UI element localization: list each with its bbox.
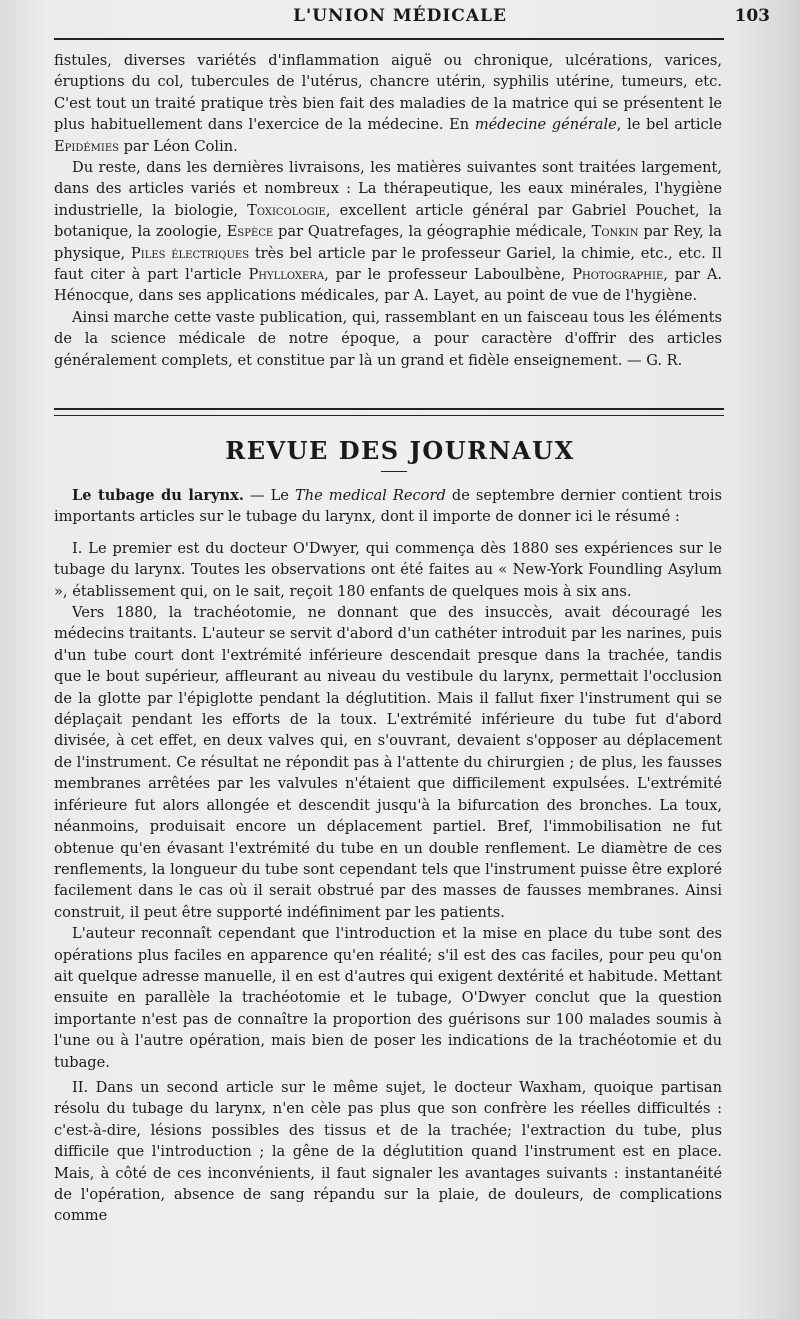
- text-run: par Léon Colin.: [119, 137, 238, 155]
- article-paragraph-auteur: L'auteur reconnaît cependant que l'introduction et la mise en place du tube sont des opérations plus faciles en apparence qu'en réalité; s'il est des cas faciles, pour peu qu'on ait quelque adresse manuelle, il en est d'autres qui exigent dextérité et habitude. Mettant ensuite en parallèle la trachéotomie et le tubage, O'Dwyer conclut que la question importante n'est pas de connaître la proportion des guérisons sur 100 malades soumis à l'une ou à l'autre opération, mais bien de poser les indications de la trachéotomie et du tubage.: [54, 925, 722, 1071]
- text-run: Du reste, dans les dernières livraisons, les matières suivantes sont traitées largement, dans des articles variés et nombreux : La thérapeutique, les eaux minérales, l'hygiène industrielle, la biologie,: [54, 159, 722, 219]
- text-run: , le bel article: [616, 116, 722, 134]
- small-caps-run: Photographie: [572, 266, 664, 284]
- intro-text: [54, 50, 722, 371]
- text-run: par Rey, la physique,: [54, 223, 722, 262]
- page-number: 103: [734, 6, 770, 26]
- text-run: fistules, diverses variétés d'inflammation aiguë ou chronique, ulcérations, varices, éruptions du col, tubercules de l'utérus, chancre utérin, syphilis utérine, tumeurs, etc. C'est tout un traité pratique très bien fait des maladies de la matrice qui se présentent le plus habituellement dans l'exercice de la médecine. En: [54, 52, 722, 134]
- section-divider: [54, 408, 724, 416]
- article-paragraph-ii: II. Dans un second article sur le même sujet, le docteur Waxham, quoique partisan résolu du tubage du larynx, n'en cèle pas plus que son confrère les réelles difficultés : c'est-à-dire, lésions possibles des tissus et de la trachée; l'extraction du tube, plus difficile que l'introduction ; la gêne de la déglutition quand l'instrument est en place. Mais, à côté de ces inconvénients, il faut signaler les avantages suivants : instantanéité de l'opération, absence de sang répandu sur la plaie, de douleurs, de complications comme: [54, 1078, 722, 1225]
- small-caps-run: Espèce: [226, 223, 274, 241]
- article-paragraph-i: I. Le premier est du docteur O'Dwyer, qui commença dès 1880 ses expériences sur le tubage du larynx. Toutes les observations ont été faites au « New-York Foundling Asylum », établissement qui, on le sait, reçoit 180 enfants de quelques mois à six ans.: [54, 539, 722, 600]
- header-rule: [54, 38, 724, 40]
- text-run: très bel article par le professeur Gariel, la chimie, etc., etc. Il faut citer à part l'article: [54, 244, 722, 284]
- article-title: Le tubage du larynx.: [72, 487, 244, 504]
- small-caps-run: Toxicologie: [247, 201, 326, 219]
- italic-run: The medical Record: [294, 487, 446, 504]
- article-lead: [54, 485, 722, 528]
- page-header: [0, 6, 800, 32]
- text-run: de septembre dernier contient trois importants articles sur le tubage du larynx, dont il importe de donner ici le résumé :: [54, 487, 722, 526]
- small-caps-run: Piles électriques: [130, 244, 250, 262]
- intro-paragraph-2: [54, 157, 722, 307]
- text-run: — Le: [243, 487, 295, 504]
- intro-paragraph-3: Ainsi marche cette vaste publication, qui, rassemblant en un faisceau tous les éléments de la science médicale de notre époque, a pour caractère d'offrir des articles généralement complets, et constitue par là un grand et fidèle enseignement. — G. R.: [54, 308, 722, 369]
- small-caps-run: Phylloxera: [248, 266, 325, 284]
- text-run: , par A. Hénocque, dans ses applications médicales, par A. Layet, au point de vue de l'hygiène.: [54, 266, 723, 305]
- text-run: , par le professeur Laboulbène,: [324, 266, 573, 284]
- title-underline: [381, 471, 407, 472]
- italic-run: médecine générale: [474, 116, 617, 134]
- text-run: , excellent article général par Gabriel Pouchet, la botanique, la zoologie,: [54, 201, 722, 241]
- small-caps-run: Epidémies: [54, 137, 119, 155]
- small-caps-run: Tonkin: [591, 223, 639, 241]
- section-title: REVUE DES JOURNAUX: [225, 436, 575, 465]
- article-paragraph-vers: Vers 1880, la trachéotomie, ne donnant que des insuccès, avait découragé les médecins traitants. L'auteur se servit d'abord d'un cathéter introduit par les narines, puis d'un tube court dont l'extrémité inférieure descendait presque dans la trachée, tandis que le bout supérieur, affleurant au niveau du vestibule du larynx, permettait l'occlusion de la glotte par l'épiglotte pendant la déglutition. Mais il fallut fixer l'instrument qui se déplaçait pendant les efforts de la toux. L'extrémité inférieure du tube fut d'abord divisée, à cet effet, en deux valves qui, en s'ouvrant, devaient s'opposer au déplacement de l'instrument. Ce résultat ne répondit pas à l'attente du chirurgien ; de plus, les fausses membranes arrêtées par les valvules n'étaient que difficilement expulsées. L'extrémité inférieure fut alors allongée et descendit jusqu'à la bifurcation des bronches. La toux, néanmoins, produisait encore un déplacement partiel. Bref, l'immobilisation ne fut obtenue qu'en évasant l'extrémité du tube en un double renflement. Le diamètre de ces renflements, la longueur du tube sont cependant tels que l'instrument puisse être exploré facilement dans le cas où il serait obstrué par des masses de fausses membranes. Ainsi construit, il peut être supporté indéfiniment par les patients.: [54, 604, 722, 921]
- article-text: [54, 485, 722, 1227]
- text-run: par Quatrefages, la géographie médicale,: [273, 223, 592, 241]
- running-title: L'UNION MÉDICALE: [293, 6, 507, 26]
- intro-paragraph-1: [54, 50, 722, 157]
